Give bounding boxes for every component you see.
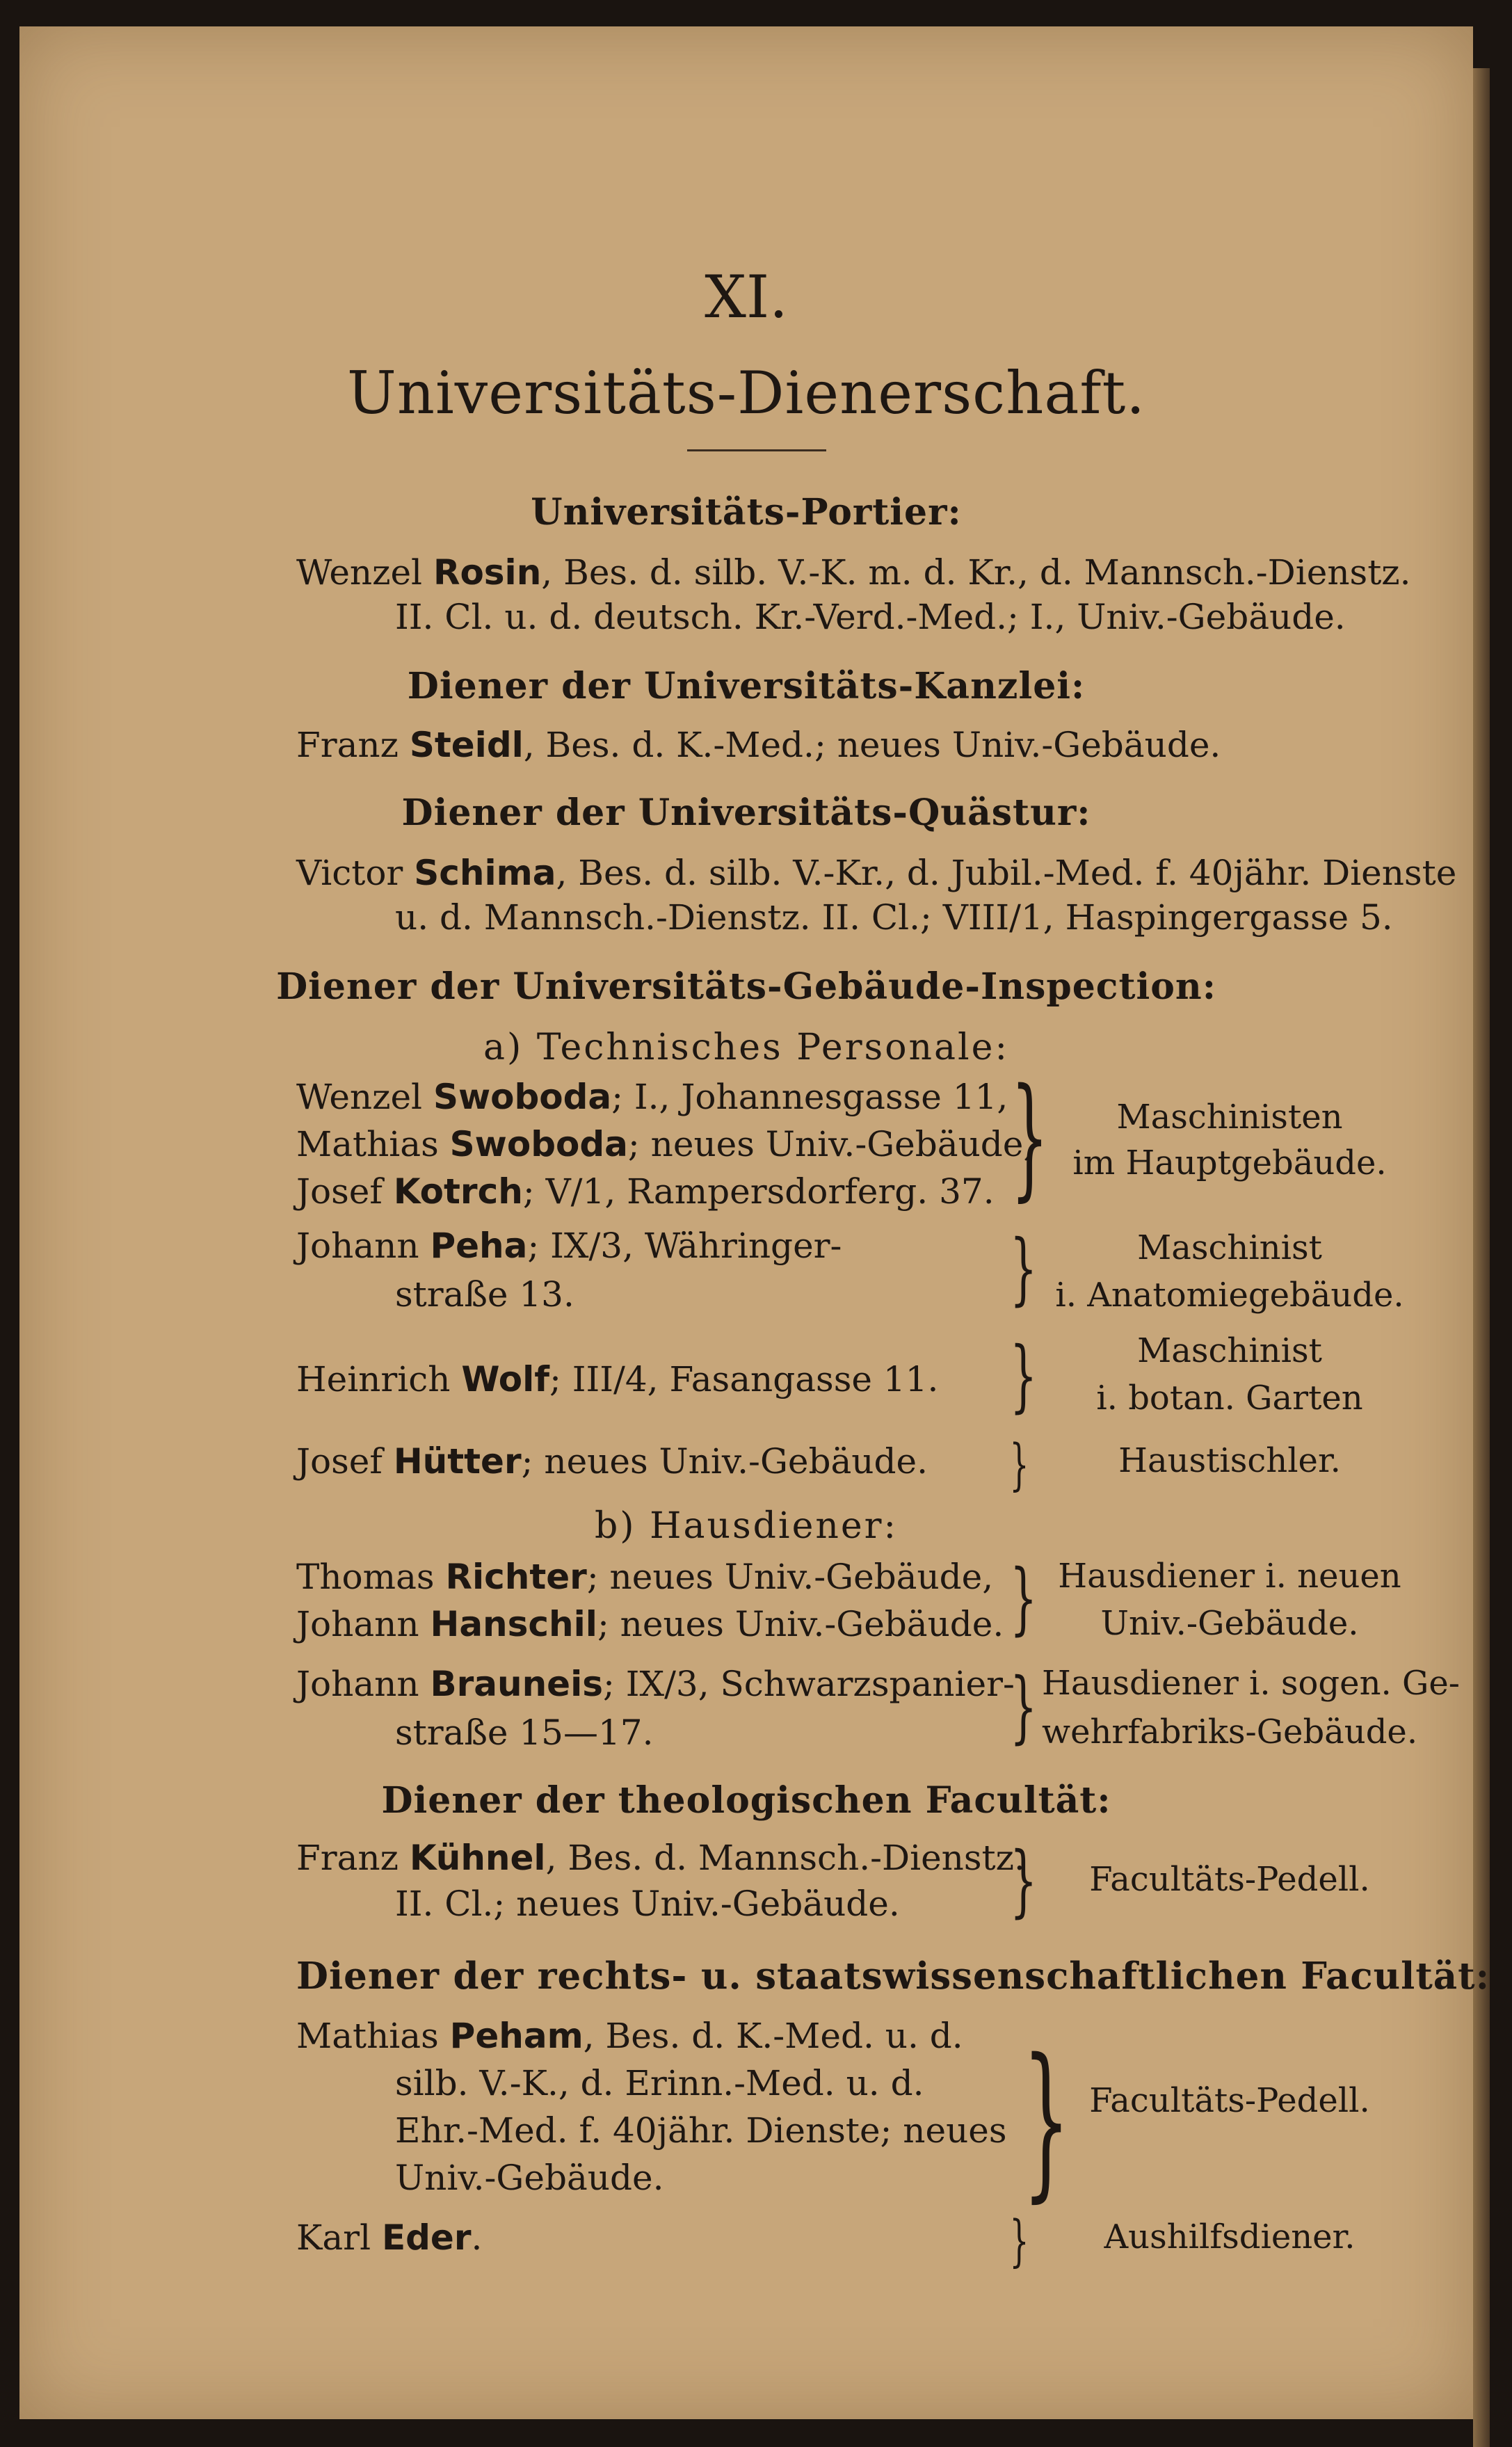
role-maschinisten-1: Maschinisten bbox=[1116, 1098, 1343, 1137]
first-name: Josef bbox=[296, 1441, 383, 1482]
entry-kuehnel-line2: II. Cl.; neues Univ.-Gebäude. bbox=[395, 1884, 900, 1924]
surname: Kühnel bbox=[409, 1838, 546, 1878]
entry-text: , Bes. d. silb. V.-K. m. d. Kr., d. Mannsch.-Dienstz. bbox=[541, 552, 1411, 593]
entry-text: , Bes. d. silb. V.-Kr., d. Jubil.-Med. f. 40jähr. Dienste bbox=[556, 853, 1457, 893]
surname: Brauneis bbox=[430, 1664, 603, 1704]
subsection-hausdiener: b) Hausdiener: bbox=[595, 1505, 898, 1547]
entry-text: ; neues Univ.-Gebäude. bbox=[521, 1441, 928, 1482]
first-name: Franz bbox=[296, 725, 399, 765]
surname: Richter bbox=[445, 1557, 587, 1597]
entry-text: , Bes. d. K.-Med. u. d. bbox=[583, 2016, 963, 2056]
surname: Swoboda bbox=[449, 1124, 628, 1164]
role-peha-1: Maschinist bbox=[1137, 1228, 1322, 1267]
subsection-technisch: a) Technisches Personale: bbox=[483, 1027, 1009, 1068]
entry-text: ; neues Univ.-Gebäude, bbox=[627, 1124, 1035, 1164]
surname: Kotrch bbox=[393, 1171, 523, 1212]
entry-rosin-line1 bbox=[296, 552, 1411, 593]
entry-text: , Bes. d. Mannsch.-Dienstz. bbox=[545, 1838, 1025, 1878]
role-eder: Aushilfsdiener. bbox=[1104, 2217, 1356, 2256]
surname: Peha bbox=[430, 1226, 528, 1266]
brace: } bbox=[1010, 1662, 1038, 1752]
entry-peham-line4: Univ.-Gebäude. bbox=[395, 2158, 664, 2198]
brace: } bbox=[1010, 1331, 1038, 1421]
role-brauneis-2: wehrfabriks-Gebäude. bbox=[1042, 1712, 1418, 1751]
first-name: Heinrich bbox=[296, 1359, 451, 1399]
surname: Peham bbox=[449, 2016, 584, 2056]
entry-peham-line2: silb. V.-K., d. Erinn.-Med. u. d. bbox=[395, 2063, 924, 2103]
section-heading-portier: Universitäts-Portier: bbox=[531, 491, 962, 533]
surname: Rosin bbox=[433, 552, 542, 593]
chapter-title: Universitäts-Dienerschaft. bbox=[347, 359, 1145, 427]
role-hausdiener-2: Univ.-Gebäude. bbox=[1100, 1604, 1359, 1643]
row-peha bbox=[296, 1226, 842, 1266]
section-heading-theologie: Diener der theologischen Facultät: bbox=[381, 1779, 1111, 1822]
entry-schima-line1 bbox=[296, 853, 1456, 893]
entry-text: ; neues Univ.-Gebäude, bbox=[586, 1557, 994, 1597]
row-huetter bbox=[296, 1441, 928, 1482]
brace: } bbox=[1010, 1224, 1038, 1314]
first-name: Mathias bbox=[296, 2016, 439, 2056]
first-name: Johann bbox=[296, 1604, 419, 1644]
entry-text: . bbox=[471, 2217, 483, 2258]
row-kotrch bbox=[296, 1171, 995, 1212]
first-name: Wenzel bbox=[296, 1077, 423, 1117]
entry-text: ; III/4, Fasangasse 11. bbox=[549, 1359, 939, 1399]
title-rule bbox=[687, 449, 826, 451]
entry-eder bbox=[296, 2217, 482, 2258]
row-hanschil bbox=[296, 1604, 1004, 1644]
entry-text: ; IX/3, Währinger- bbox=[527, 1226, 842, 1266]
brace: } bbox=[1010, 1553, 1038, 1644]
entry-peham-line1 bbox=[296, 2016, 963, 2056]
surname: Hanschil bbox=[430, 1604, 597, 1644]
row-richter bbox=[296, 1557, 993, 1597]
book-page bbox=[19, 26, 1490, 2419]
role-hausdiener-1: Hausdiener i. neuen bbox=[1058, 1557, 1401, 1596]
entry-steidl bbox=[296, 725, 1221, 765]
first-name: Victor bbox=[296, 853, 403, 893]
row-swoboda-wenzel bbox=[296, 1077, 1008, 1117]
section-heading-quaestur: Diener der Universitäts-Quästur: bbox=[401, 792, 1091, 834]
entry-peham-line3: Ehr.-Med. f. 40jähr. Dienste; neues bbox=[395, 2110, 1007, 2151]
surname: Steidl bbox=[409, 725, 524, 765]
role-huetter: Haustischler. bbox=[1118, 1441, 1341, 1480]
surname: Swoboda bbox=[433, 1077, 612, 1117]
surname: Schima bbox=[414, 853, 556, 893]
row-swoboda-mathias bbox=[296, 1124, 1034, 1164]
entry-rosin-line2: II. Cl. u. d. deutsch. Kr.-Verd.-Med.; I., Univ.-Gebäude. bbox=[395, 597, 1346, 637]
section-heading-inspection: Diener der Universitäts-Gebäude-Inspection: bbox=[276, 965, 1216, 1008]
brace: } bbox=[1011, 1060, 1049, 1214]
surname: Hütter bbox=[393, 1441, 522, 1482]
section-heading-rechts: Diener der rechts- u. staatswissenschaftlichen Facultät: bbox=[296, 1955, 1490, 1998]
first-name: Karl bbox=[296, 2217, 371, 2258]
surname: Eder bbox=[381, 2217, 472, 2258]
page-edge bbox=[1473, 68, 1490, 2447]
chapter-number: XI. bbox=[705, 263, 788, 331]
row-brauneis bbox=[296, 1664, 1015, 1704]
surname: Wolf bbox=[461, 1359, 550, 1399]
first-name: Johann bbox=[296, 1226, 419, 1266]
role-wolf-1: Maschinist bbox=[1137, 1331, 1322, 1370]
first-name: Josef bbox=[296, 1171, 383, 1212]
first-name: Mathias bbox=[296, 1124, 439, 1164]
brace: } bbox=[1009, 1432, 1029, 1497]
first-name: Wenzel bbox=[296, 552, 423, 593]
first-name: Thomas bbox=[296, 1557, 435, 1597]
first-name: Johann bbox=[296, 1664, 419, 1704]
role-wolf-2: i. botan. Garten bbox=[1096, 1379, 1363, 1418]
entry-text: ; neues Univ.-Gebäude. bbox=[597, 1604, 1004, 1644]
row-wolf bbox=[296, 1359, 938, 1399]
entry-text: ; V/1, Rampersdorferg. 37. bbox=[522, 1171, 995, 1212]
role-peha-2: i. Anatomiegebäude. bbox=[1055, 1276, 1404, 1315]
brace: } bbox=[1010, 1836, 1038, 1926]
entry-text: ; I., Johannesgasse 11, bbox=[611, 1077, 1008, 1117]
row-peha-cont: straße 13. bbox=[395, 1274, 574, 1315]
role-maschinisten-2: im Hauptgebäude. bbox=[1072, 1144, 1387, 1182]
role-peham: Facultäts-Pedell. bbox=[1089, 2081, 1370, 2120]
brace: } bbox=[1022, 2023, 1070, 2217]
row-brauneis-cont: straße 15—17. bbox=[395, 1712, 654, 1753]
entry-text: ; IX/3, Schwarzspanier- bbox=[602, 1664, 1015, 1704]
entry-text: , Bes. d. K.-Med.; neues Univ.-Gebäude. bbox=[523, 725, 1221, 765]
brace: } bbox=[1009, 2208, 1029, 2273]
first-name: Franz bbox=[296, 1838, 399, 1878]
entry-kuehnel-line1 bbox=[296, 1838, 1025, 1878]
section-heading-kanzlei: Diener der Universitäts-Kanzlei: bbox=[407, 665, 1086, 707]
role-brauneis-1: Hausdiener i. sogen. Ge- bbox=[1042, 1664, 1460, 1703]
role-kuehnel: Facultäts-Pedell. bbox=[1089, 1860, 1370, 1899]
entry-schima-line2: u. d. Mannsch.-Dienstz. II. Cl.; VIII/1, Haspingergasse 5. bbox=[395, 897, 1393, 938]
